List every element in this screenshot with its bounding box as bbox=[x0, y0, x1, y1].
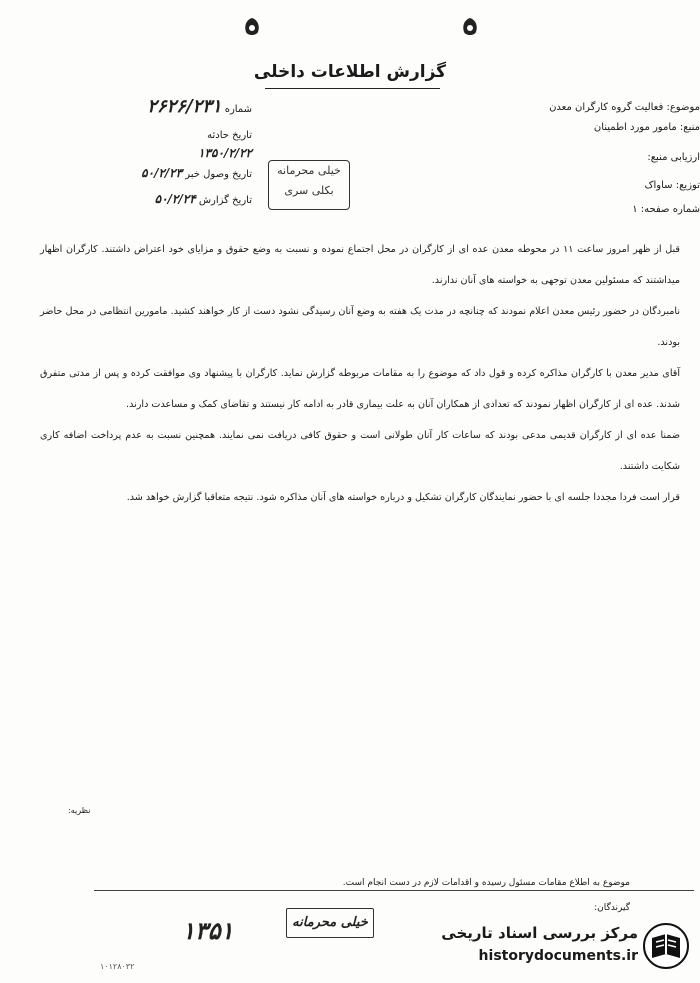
header-evaluation: ارزیابی منبع: bbox=[647, 152, 700, 163]
footer-code: ۱۰۱۲۸۰۳۲ bbox=[100, 962, 135, 971]
header-event-date bbox=[92, 130, 252, 141]
header-page: شماره صفحه: ۱ bbox=[632, 204, 700, 215]
receivers-label: گیرندگان: bbox=[594, 903, 630, 913]
footer-note: موضوع به اطلاع مقامات مسئول رسیده و اقدامات لازم در دست انجام است. bbox=[342, 878, 630, 888]
paragraph-1: قبل از ظهر امروز ساعت ۱۱ در محوطه معدن عده ای از کارگران در محل اجتماع نموده و نسبت به وضع حقوق و مزایای خود اعتراض داشتند. کارگران اظهار میداشتند که مسئولین معدن توجهی به خواسته های آنان ندارند. bbox=[40, 244, 680, 286]
paragraph-2: نامبردگان در حضور رئیس معدن اعلام نمودند که چنانچه در مدت یک هفته به وضع آنان رسیدگی نشود دست از کار خواهند کشید. مامورین انتظامی در محل حاضر بودند. bbox=[40, 306, 680, 348]
header-report-date bbox=[92, 192, 252, 206]
logo-text-url: historydocuments.ir bbox=[478, 948, 638, 964]
receipt-date-label: تاریخ وصول خبر bbox=[185, 169, 252, 180]
secret-stamp: خیلی محرمانه bbox=[286, 908, 374, 938]
book-logo-icon bbox=[642, 922, 690, 970]
watermark-logo bbox=[430, 918, 696, 976]
event-date-label: تاریخ حادثه bbox=[207, 130, 252, 141]
receipt-date-value: ۵۰/۲/۲۳ bbox=[141, 166, 183, 180]
paragraph-3: آقای مدیر معدن با کارگران مذاکره کرده و قول داد که موضوع را به مقامات مربوطه گزارش نماید. کارگران با پیشنهاد وی موافقت کرده و پس از مدتی متفرق شدند. عده ای از کارگران اظهار نمودند که تعدادی از همکاران آنان به علت بیماری قادر به ادامه کار نیستند و تقاضای کمک و مساعدت دارند. bbox=[40, 368, 680, 410]
header-number bbox=[92, 96, 252, 117]
side-note: نظریه: bbox=[68, 806, 91, 815]
emblem-left-icon bbox=[232, 14, 272, 42]
stamp-line1: خیلی محرمانه bbox=[277, 164, 341, 177]
stamp-line2: بکلی سری bbox=[284, 184, 334, 197]
header-event-date-value: ۱۳۵۰/۲/۲۲ bbox=[198, 146, 252, 160]
number-label: شماره bbox=[224, 104, 252, 115]
report-date-label: تاریخ گزارش bbox=[198, 195, 252, 206]
header-subject: موضوع: فعالیت گروه کارگران معدن bbox=[549, 102, 700, 113]
classification-stamp bbox=[268, 160, 350, 210]
header-distribution: توزیع: ساواک bbox=[644, 180, 700, 191]
document-title: گزارش اطلاعات داخلی bbox=[253, 62, 447, 82]
paragraph-5: قرار است فردا مجددا جلسه ای با حضور نمایندگان کارگران تشکیل و درباره خواسته های آنان مذاکره شود. نتیجه متعاقبا گزارش خواهد شد. bbox=[126, 492, 680, 503]
header-source: منبع: مامور مورد اطمینان bbox=[593, 122, 700, 133]
report-body bbox=[40, 234, 680, 513]
footer-divider bbox=[94, 890, 694, 891]
logo-text-fa: مرکز بررسی اسناد تاریخی bbox=[441, 924, 638, 942]
report-date-value: ۵۰/۲/۲۴ bbox=[154, 192, 196, 206]
paragraph-4: ضمنا عده ای از کارگران قدیمی مدعی بودند که ساعات کار آنان طولانی است و حقوق کافی دریافت نمی نمایند. همچنین نسبت به عدم پرداخت اضافه کاری شکایت داشتند. bbox=[40, 430, 680, 472]
emblem-right-icon bbox=[450, 14, 490, 42]
header-receipt-date bbox=[92, 166, 252, 180]
number-value: ۲۶۲۶/۲۳۱ bbox=[147, 96, 222, 117]
title-underline bbox=[265, 88, 440, 89]
handwritten-number: ۱۳۵۱ bbox=[182, 916, 234, 945]
